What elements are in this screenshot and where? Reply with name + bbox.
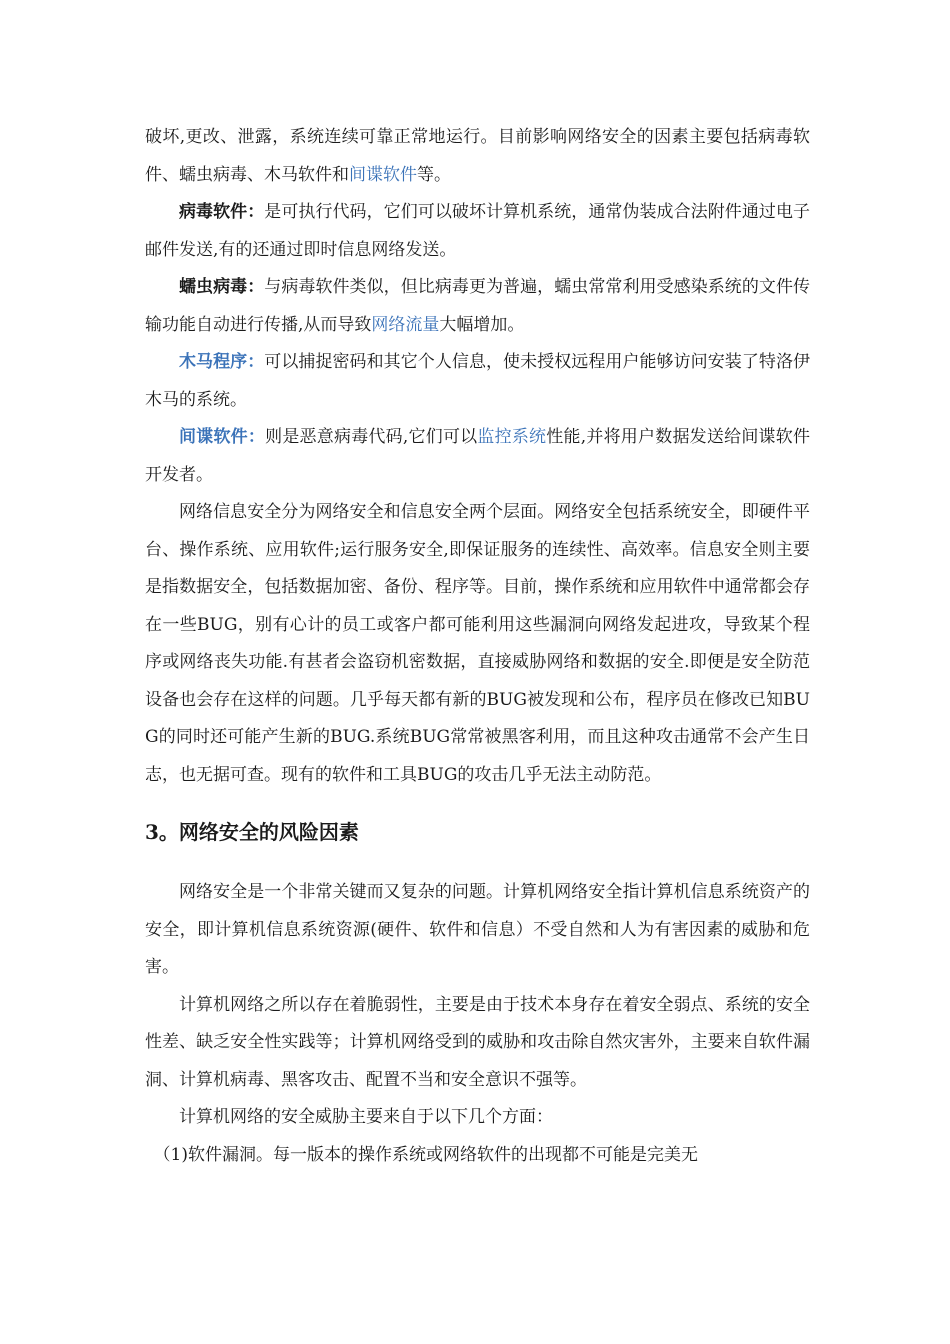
paragraph-text: 可以捕捉密码和其它个人信息，使未授权远程用户能够访问安装了特洛伊木马的系统。 [145,352,811,410]
paragraph-spyware [145,419,810,494]
term-worm: 蠕虫病毒： [179,277,265,297]
paragraph-risk-intro: 网络安全是一个非常关键而又复杂的问题。计算机网络安全指计算机信息系统资产的安全，即计算机信息系统资源(硬件、软件和信息）不受自然和人为有害因素的威胁和危害。 [145,882,810,977]
paragraph-text: 破坏,更改、泄露，系统连续可靠正常地运行。目前影响网络安全的因素主要包括病毒软件、蠕虫病毒、木马软件和 [145,127,810,185]
paragraph-virus [145,194,810,269]
paragraph-text: 则是恶意病毒代码,它们可以 [265,427,478,447]
paragraph-worm [145,269,810,344]
section-heading: 3。网络安全的风险因素 [145,820,359,844]
paragraph-threat-sources: 计算机网络的安全威胁主要来自于以下几个方面： [179,1107,553,1127]
term-virus: 病毒软件： [179,202,265,222]
paragraph-text: 与病毒软件类似，但比病毒更为普遍，蠕虫常常利用受感染系统的文件传输功能自动进行传播,从而导致 [145,277,811,335]
paragraph-text: 是可执行代码，它们可以破坏计算机系统，通常伪装成合法附件通过电子邮件发送,有的还通过即时信息网络发送。 [145,202,811,260]
paragraph-trojan [145,344,810,419]
list-item-software-vulnerability: （1)软件漏洞。每一版本的操作系统或网络软件的出现都不可能是完美无 [153,1144,698,1165]
paragraph-text: 性能,并将用户数据发送给间谍软件开发者。 [145,427,811,485]
link-monitoring-system[interactable]: 监控系统 [477,427,547,447]
paragraph-info-security: 网络信息安全分为网络安全和信息安全两个层面。网络安全包括系统安全，即硬件平台、操作系统、应用软件;运行服务安全,即保证服务的连续性、高效率。信息安全则主要是指数据安全，包括数据加密、备份、程序等。目前，操作系统和应用软件中通常都会存在一些BUG，别有心计的员工或客户都可能利用这些漏洞向网络发起进攻，导致某个程序或网络丧失功能.有甚者会盗窃机密数据，直接威胁网络和数据的安全.即便是安全防范设备也会存在这样的问题。几乎每天都有新的BUG被发现和公布，程序员在修改已知BUG的同时还可能产生新的BUG.系统BUG常常被黑客利用，而且这种攻击通常不会产生日志，也无据可查。现有的软件和工具BUG的攻击几乎无法主动防范。 [145,502,810,785]
link-network-traffic[interactable]: 网络流量 [371,314,440,335]
term-trojan[interactable]: 木马程序： [179,352,265,372]
paragraph-vulnerability: 计算机网络之所以存在着脆弱性，主要是由于技术本身存在着安全弱点、系统的安全性差、缺乏安全性实践等；计算机网络受到的威胁和攻击除自然灾害外，主要来自软件漏洞、计算机病毒、黑客攻击、配置不当和安全意识不强等。 [145,994,810,1090]
paragraph-text: 大幅增加。 [439,314,525,335]
paragraph-intro [145,119,810,194]
term-spyware[interactable]: 间谍软件： [179,427,266,447]
link-spyware[interactable]: 间谍软件 [349,164,417,185]
paragraph-text: 等。 [417,164,451,185]
